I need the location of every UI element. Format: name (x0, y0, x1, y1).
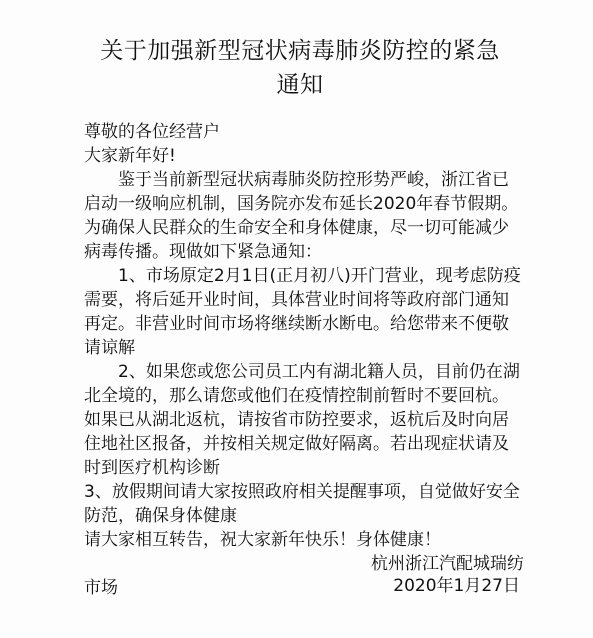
signature-line-2: 市场 (84, 578, 118, 598)
intro-paragraph: 鉴于当前新型冠状病毒肺炎防控形势严峻，浙江省已启动一级响应机制，国务院亦发布延长2020年春节假期。为确保人民群众的生命安全和身体健康，尽一切可能减少病毒传播。现做如下紧急通知： (84, 170, 519, 262)
signature-line-1: 杭州浙江汽配城瑞纺 (371, 554, 524, 574)
notice-item-2: 2、如果您或您公司员工内有湖北籍人员，目前仍在湖北全境的，那么请您或他们在疫情控制前暂时不要回杭。如果已从湖北返杭，请按省市防控要求，返杭后及时向居住地社区报备，并按相关规定做好隔离。若出现症状请及时到医疗机构诊断 (84, 362, 520, 478)
notice-body (84, 120, 524, 600)
closing-line: 请大家相互转告，祝大家新年快乐！身体健康！ (84, 530, 441, 550)
greeting: 大家新年好! (84, 146, 176, 166)
notice-item-1: 1、市场原定2月1日(正月初八)开门营业，现考虑防疫需要，将后延开业时间，具体营业时间将等政府部门通知再定。非营业时间市场将继续断水断电。给您带来不便敬请谅解 (84, 266, 521, 358)
notice-title: 关于加强新型冠状病毒肺炎防控的紧急 通知 (100, 38, 500, 98)
notice-date: 2020年1月27日 (393, 576, 520, 596)
salutation: 尊敬的各位经营户 (84, 122, 220, 142)
notice-item-3: 3、放假期间请大家按照政府相关提醒事项，自觉做好安全防范，确保身体健康 (84, 482, 520, 526)
